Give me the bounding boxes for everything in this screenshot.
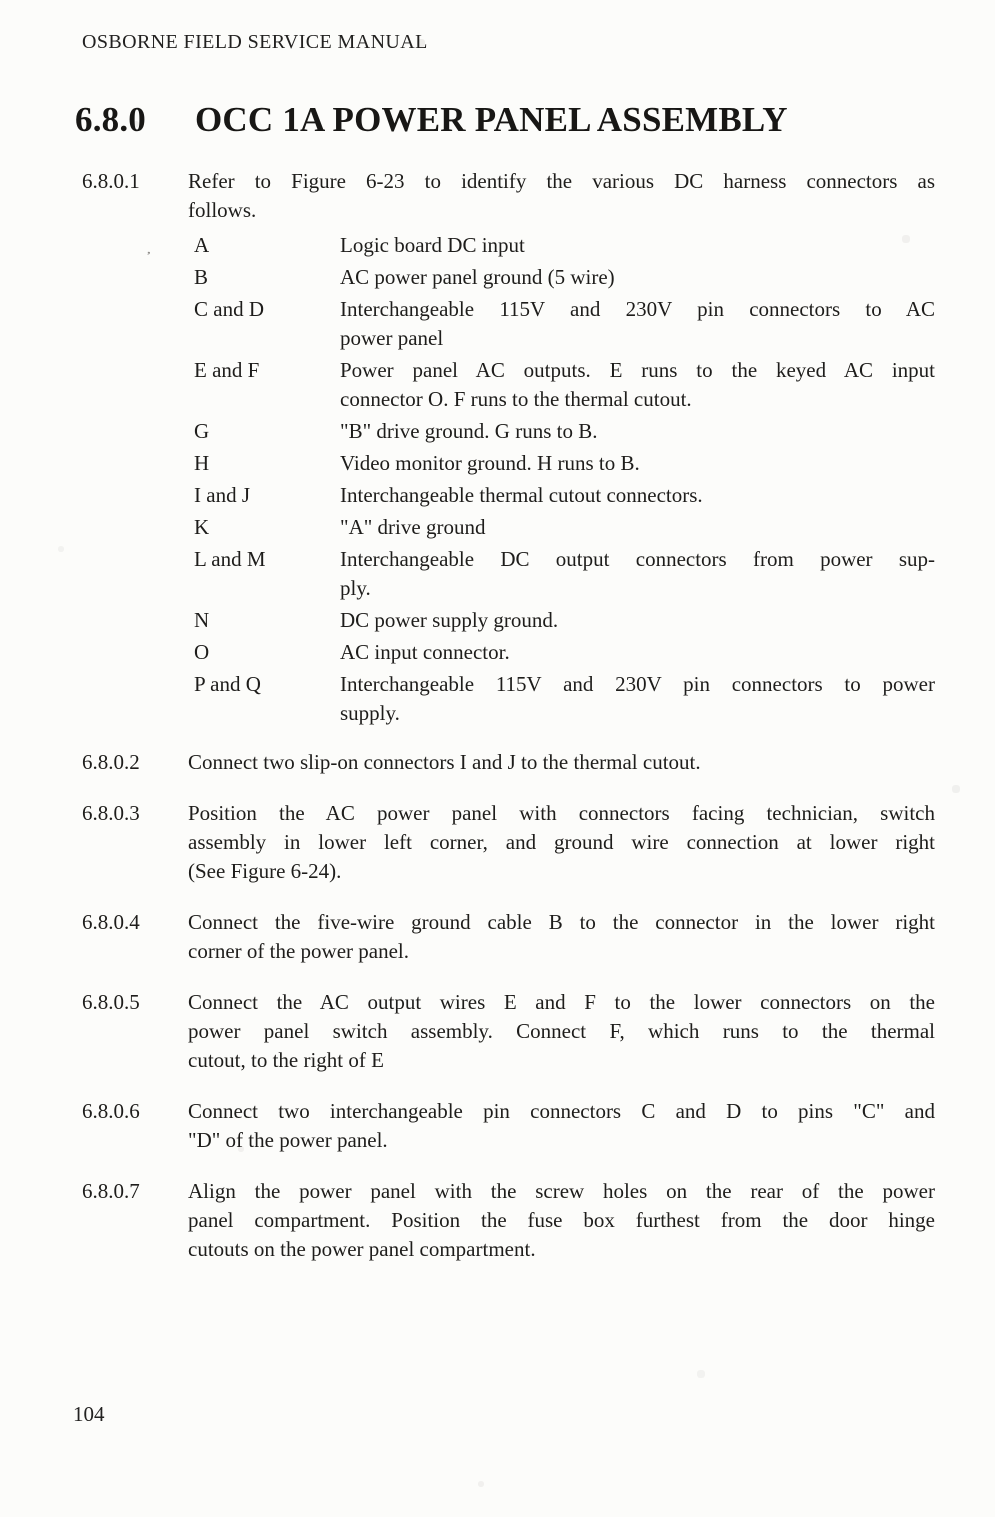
- connector-list: [188, 231, 935, 728]
- text-line: corner of the power panel.: [188, 939, 409, 963]
- paragraph-number: 6.8.0.1: [82, 169, 140, 193]
- step-body: [188, 988, 935, 1075]
- connector-term: I and J: [194, 483, 250, 507]
- connector-row: [188, 417, 935, 446]
- text-line: Power panel AC outputs. E runs to the keyed AC input: [340, 358, 935, 382]
- connector-row: [188, 638, 935, 667]
- connector-row: [188, 449, 935, 478]
- connector-term: L and M: [194, 547, 266, 571]
- connector-description: [340, 263, 935, 292]
- intro-paragraph: [82, 167, 935, 225]
- connector-term: G: [194, 419, 210, 443]
- step-number: 6.8.0.6: [82, 1099, 140, 1123]
- step-number: 6.8.0.4: [82, 910, 140, 934]
- connector-row: [188, 670, 935, 728]
- text-line: Refer to Figure 6-23 to identify the various DC harness connectors as: [188, 169, 935, 193]
- section-title: OCC 1A POWER PANEL ASSEMBLY: [195, 100, 788, 139]
- text-line: DC power supply ground.: [340, 608, 559, 632]
- procedure-step: [82, 748, 935, 777]
- connector-term: E and F: [194, 358, 260, 382]
- text-line: "A" drive ground: [340, 515, 486, 539]
- connector-row: [188, 513, 935, 542]
- step-number: 6.8.0.2: [82, 750, 140, 774]
- connector-description: [340, 417, 935, 446]
- page-number: 104: [73, 1402, 105, 1426]
- connector-description: [340, 449, 935, 478]
- connector-description: [340, 356, 935, 414]
- text-line: Interchangeable 115V and 230V pin connectors to AC: [340, 297, 935, 321]
- connector-description: [340, 295, 935, 353]
- page-header: OSBORNE FIELD SERVICE MANUAL: [82, 31, 428, 53]
- paragraph-body: [188, 167, 935, 225]
- text-line: follows.: [188, 198, 257, 222]
- text-line: panel compartment. Position the fuse box furthest from the door hinge: [188, 1208, 935, 1232]
- connector-row: [188, 356, 935, 414]
- connector-description: [340, 545, 935, 603]
- procedure-step: [82, 799, 935, 886]
- connector-description: [340, 606, 935, 635]
- connector-description: [340, 481, 935, 510]
- text-line: Connect two slip-on connectors I and J to the thermal cutout.: [188, 750, 701, 774]
- page: [0, 28, 995, 1264]
- text-line: cutout, to the right of E: [188, 1048, 384, 1072]
- procedure-step: [82, 988, 935, 1075]
- connector-row: [188, 481, 935, 510]
- connector-description: [340, 670, 935, 728]
- text-line: "B" drive ground. G runs to B.: [340, 419, 598, 443]
- text-line: ply.: [340, 576, 371, 600]
- text-line: assembly in lower left corner, and ground wire connection at lower right: [188, 830, 935, 854]
- procedure-steps: [82, 748, 935, 1264]
- step-number: 6.8.0.3: [82, 801, 140, 825]
- text-line: AC power panel ground (5 wire): [340, 265, 615, 289]
- connector-row: [188, 295, 935, 353]
- procedure-step: [82, 1177, 935, 1264]
- step-body: [188, 908, 935, 966]
- connector-term: N: [194, 608, 210, 632]
- text-line: supply.: [340, 701, 400, 725]
- scan-artifact: ’’: [145, 249, 150, 263]
- connector-term: O: [194, 640, 210, 664]
- text-line: Video monitor ground. H runs to B.: [340, 451, 640, 475]
- procedure-step: [82, 1097, 935, 1155]
- text-line: Connect the five-wire ground cable B to the connector in the lower right: [188, 910, 935, 934]
- text-line: Connect two interchangeable pin connectors C and D to pins "C" and: [188, 1099, 935, 1123]
- connector-term: P and Q: [194, 672, 261, 696]
- step-body: [188, 799, 935, 886]
- text-line: power panel: [340, 326, 444, 350]
- text-line: Interchangeable DC output connectors from power sup-: [340, 547, 935, 571]
- text-line: Align the power panel with the screw holes on the rear of the power: [188, 1179, 935, 1203]
- section-heading: [75, 97, 935, 143]
- connector-description: [340, 513, 935, 542]
- connector-description: [340, 638, 935, 667]
- text-line: Position the AC power panel with connectors facing technician, switch: [188, 801, 935, 825]
- section-number: 6.8.0: [75, 100, 146, 139]
- connector-row: [188, 606, 935, 635]
- connector-term: A: [194, 233, 210, 257]
- step-body: [188, 1177, 935, 1264]
- connector-row: [188, 231, 935, 260]
- text-line: "D" of the power panel.: [188, 1128, 388, 1152]
- connector-term: H: [194, 451, 210, 475]
- text-line: Interchangeable 115V and 230V pin connectors to power: [340, 672, 935, 696]
- step-number: 6.8.0.5: [82, 990, 140, 1014]
- text-line: (See Figure 6-24).: [188, 859, 342, 883]
- connector-term: B: [194, 265, 209, 289]
- connector-description: [340, 231, 935, 260]
- text-line: power panel switch assembly. Connect F, which runs to the thermal: [188, 1019, 935, 1043]
- text-line: Interchangeable thermal cutout connectors.: [340, 483, 703, 507]
- connector-row: [188, 263, 935, 292]
- text-line: connector O. F runs to the thermal cutout.: [340, 387, 692, 411]
- step-body: [188, 1097, 935, 1155]
- procedure-step: [82, 908, 935, 966]
- text-line: Logic board DC input: [340, 233, 525, 257]
- text-line: cutouts on the power panel compartment.: [188, 1237, 536, 1261]
- text-line: AC input connector.: [340, 640, 510, 664]
- connector-row: [188, 545, 935, 603]
- connector-term: K: [194, 515, 210, 539]
- step-body: [188, 748, 935, 777]
- connector-term: C and D: [194, 297, 264, 321]
- text-line: Connect the AC output wires E and F to the lower connectors on the: [188, 990, 935, 1014]
- step-number: 6.8.0.7: [82, 1179, 140, 1203]
